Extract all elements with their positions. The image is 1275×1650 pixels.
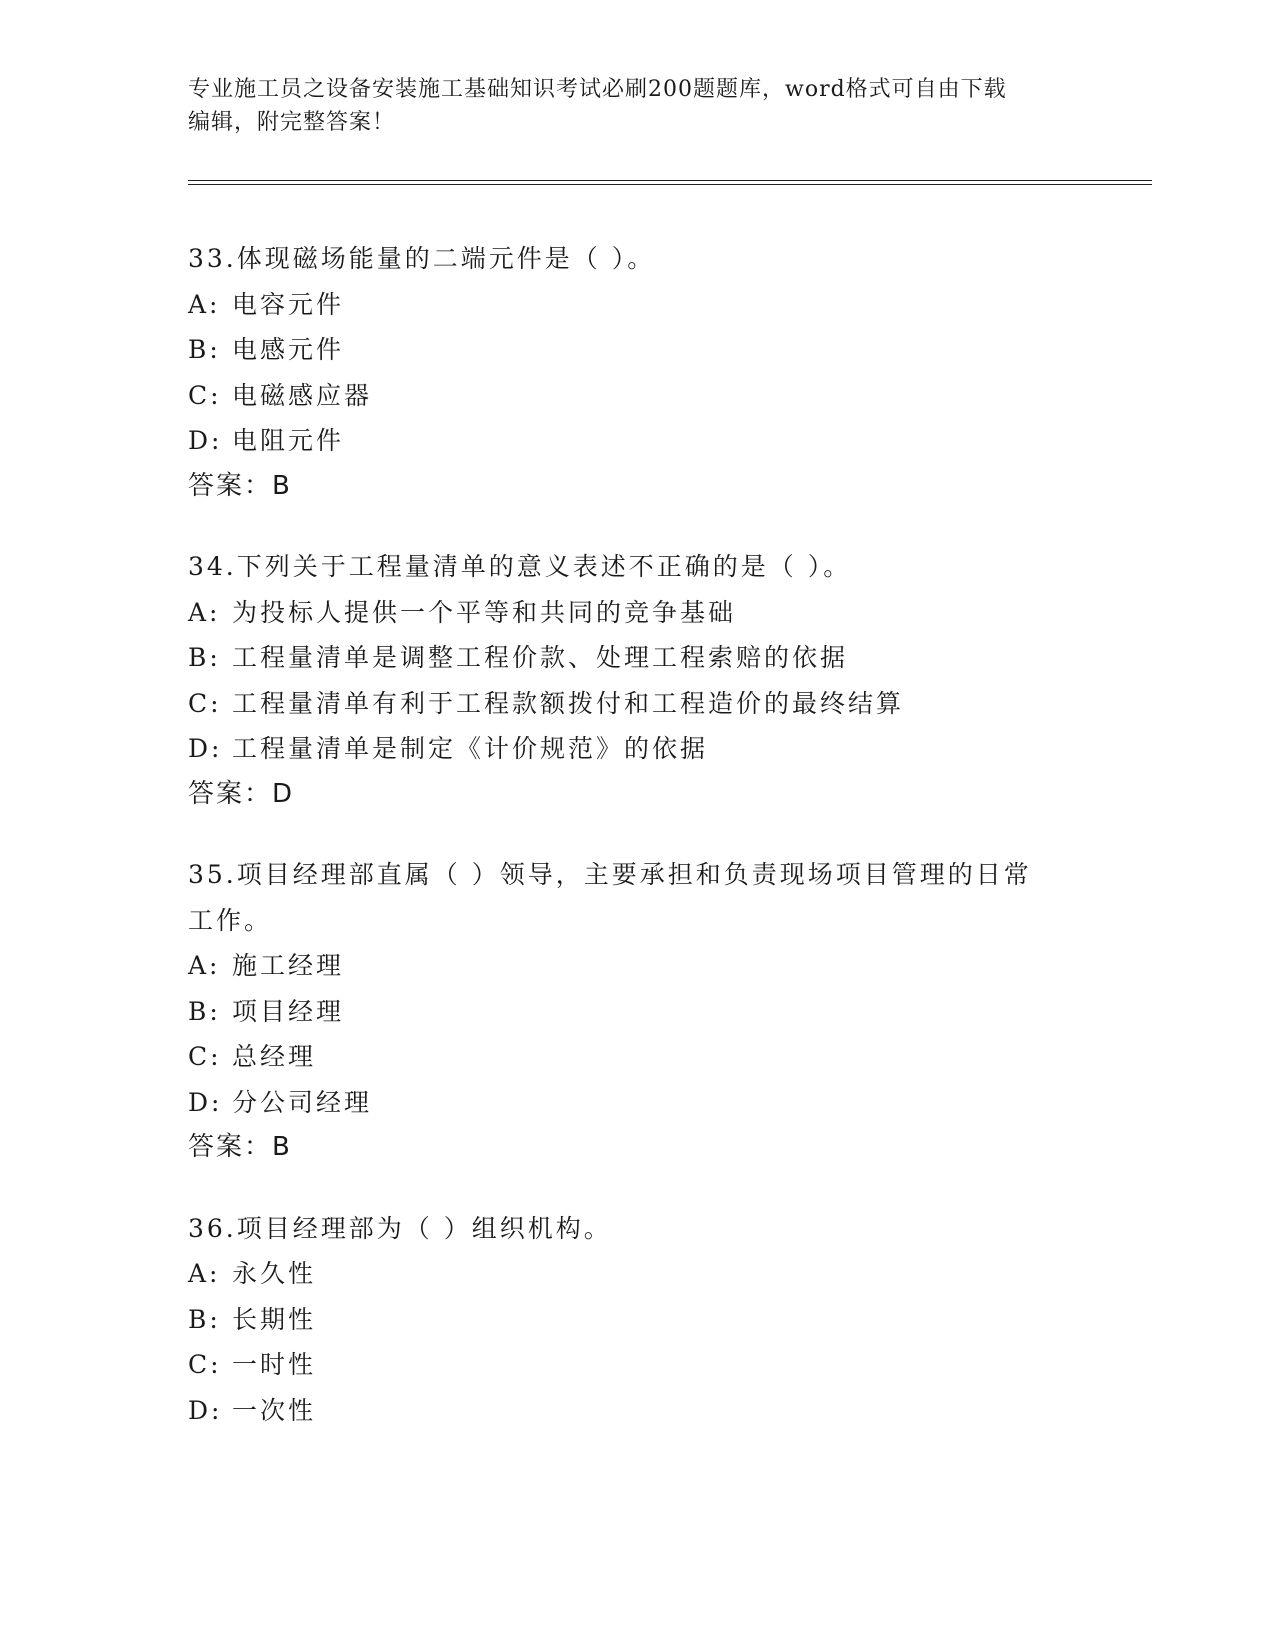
option-text: 为投标人提供一个平等和共同的竞争基础 [232, 597, 737, 627]
question-stem: 35.项目经理部直属（ ）领导，主要承担和负责现场项目管理的日常工作。 [188, 860, 1032, 935]
option-key: D: [188, 734, 223, 763]
question-stem: 36.项目经理部为（ ）组织机构。 [188, 1213, 612, 1243]
option-text: 电阻元件 [232, 426, 345, 455]
option-d [188, 418, 1088, 464]
option-key: D: [188, 426, 223, 455]
option-d [188, 1388, 1088, 1434]
option-key: B: [188, 643, 221, 672]
option-key: B: [188, 1304, 221, 1334]
option-b [188, 1297, 1088, 1343]
option-key: C: [188, 1042, 222, 1071]
option-a [188, 282, 1088, 328]
option-text: 工程量清单是调整工程价款、处理工程索赔的依据 [232, 643, 849, 672]
header-title-line-1: 专业施工员之设备安装施工基础知识考试必刷200题题库，word格式可自由下载 [188, 77, 1007, 102]
option-key: C: [188, 380, 222, 410]
option-text: 电感元件 [232, 335, 345, 364]
option-d [188, 1080, 1088, 1126]
option-b [188, 989, 1088, 1035]
option-c [188, 1034, 1088, 1080]
question-34 [188, 544, 1088, 817]
answer: 答案：B [188, 1132, 292, 1162]
option-key: C: [188, 1350, 222, 1379]
question-35 [188, 852, 1088, 1171]
option-a [188, 1251, 1088, 1297]
option-text: 分公司经理 [232, 1087, 373, 1117]
question-stem: 34.下列关于工程量清单的意义表述不正确的是（ ）。 [188, 552, 852, 581]
question-list [188, 236, 1088, 1468]
option-key: C: [188, 688, 222, 718]
option-a [188, 943, 1088, 989]
option-a [188, 590, 1088, 636]
option-text: 长期性 [232, 1304, 317, 1334]
option-b [188, 327, 1088, 373]
option-c [188, 681, 1088, 727]
option-text: 工程量清单有利于工程款额拨付和工程造价的最终结算 [232, 688, 905, 718]
option-text: 施工经理 [232, 951, 345, 980]
option-text: 永久性 [232, 1259, 317, 1288]
option-key: A: [188, 1259, 221, 1288]
answer: 答案：B [188, 470, 292, 501]
question-stem: 33.体现磁场能量的二端元件是（ ）。 [188, 244, 656, 273]
question-33 [188, 236, 1088, 509]
option-b [188, 635, 1088, 681]
option-key: A: [188, 951, 221, 980]
option-key: B: [188, 996, 221, 1026]
option-c [188, 1342, 1088, 1388]
option-text: 一次性 [232, 1395, 317, 1425]
option-text: 总经理 [232, 1042, 317, 1071]
option-key: D: [188, 1087, 223, 1117]
answer: 答案：D [188, 778, 295, 809]
option-text: 项目经理 [232, 996, 345, 1026]
option-text: 一时性 [232, 1350, 317, 1379]
option-c [188, 373, 1088, 419]
option-key: A: [188, 289, 221, 319]
document-header [188, 73, 1088, 139]
option-key: B: [188, 335, 221, 364]
option-key: D: [188, 1395, 223, 1425]
question-36 [188, 1206, 1088, 1434]
option-key: A: [188, 597, 221, 627]
option-text: 电磁感应器 [232, 380, 373, 410]
header-divider-bottom [188, 184, 1152, 185]
header-divider-top [188, 180, 1152, 181]
option-text: 电容元件 [232, 289, 345, 319]
option-text: 工程量清单是制定《计价规范》的依据 [232, 734, 709, 763]
option-d [188, 726, 1088, 772]
header-title-line-2: 编辑，附完整答案！ [188, 110, 396, 135]
